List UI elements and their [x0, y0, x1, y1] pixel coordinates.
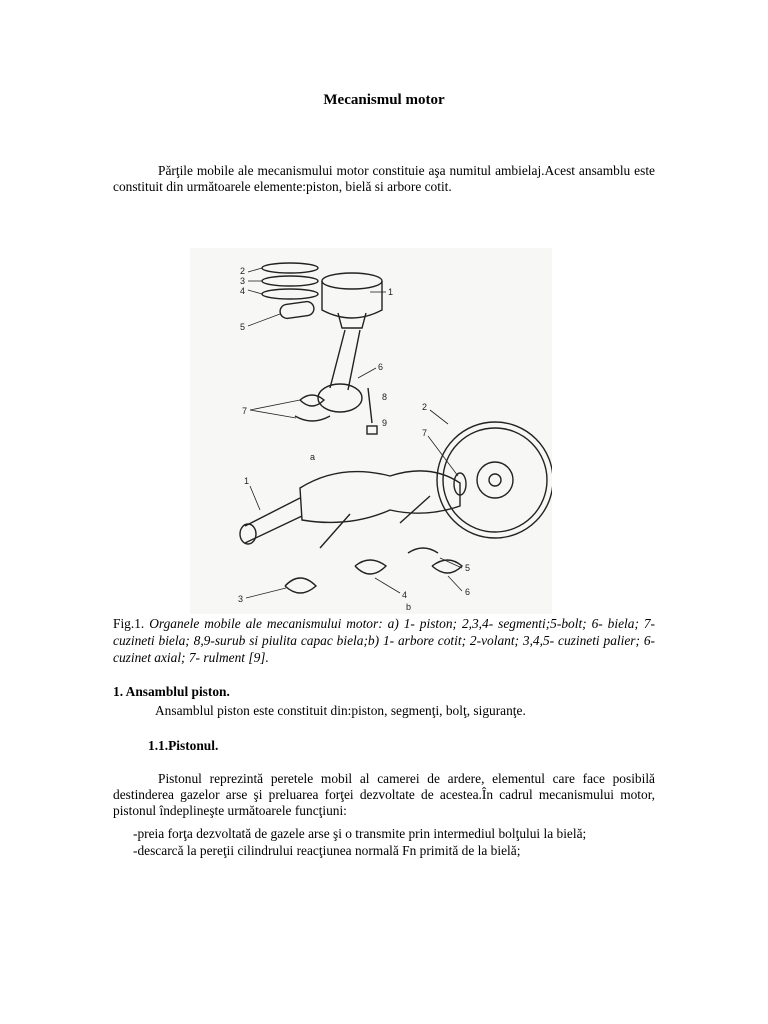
page-title: Mecanismul motor	[323, 92, 445, 108]
fig-label-4: 4	[240, 286, 246, 296]
list-item-1: -preia forţa dezvoltată de gazele arse şi o transmite prin intermediul bolţului la bielă;	[133, 826, 587, 841]
fig-label-3: 3	[240, 276, 246, 286]
caption-prefix: Fig.1.	[113, 616, 150, 631]
section-1-1-heading: 1.1.Pistonul.	[148, 738, 219, 753]
fig-label-7: 7	[242, 406, 248, 416]
intro-text: Părţile mobile ale mecanismului motor constituie aşa numitul ambielaj.Acest ansamblu este constituit din următoarele elemente:piston, bielă si arbore cotit.	[113, 163, 655, 194]
fig-label-b1: 1	[244, 476, 250, 486]
fig-label-5: 5	[240, 322, 246, 332]
fig-label-8: 8	[382, 392, 388, 402]
fig-label-b6: 6	[465, 587, 471, 597]
list-item-2: -descarcă la pereţii cilindrului reacţiunea normală Fn primită de la bielă;	[133, 843, 521, 858]
intro-paragraph	[113, 163, 655, 195]
figure-caption	[113, 615, 655, 666]
fig-label-a: a	[310, 452, 316, 462]
section-1-1-text: Pistonul reprezintă peretele mobil al camerei de ardere, elementul care face posibilă destinderea gazelor arse şi preluarea forţei dezvoltate de acestea.În cadrul mecanismului motor, pistonul îndeplineşte următoarele funcţiuni:	[113, 771, 655, 818]
section-1-text: Ansamblul piston este constituit din:piston, segmenţi, bolţ, siguranţe.	[155, 703, 526, 718]
fig-label-b3: 3	[238, 594, 244, 604]
fig-label-9: 9	[382, 418, 388, 428]
engine-parts-drawing	[190, 248, 552, 614]
fig-label-1: 1	[388, 287, 394, 297]
fig-label-b4: 4	[402, 590, 408, 600]
section-1-1-paragraph	[113, 771, 655, 819]
fig-label-b: b	[406, 602, 412, 612]
fig-label-2: 2	[240, 266, 246, 276]
figure-engine-parts	[190, 248, 552, 614]
fig-label-b7: 7	[422, 428, 428, 438]
section-1-heading: 1. Ansamblul piston.	[113, 684, 230, 699]
fig-label-b2: 2	[422, 402, 428, 412]
fig-label-6: 6	[378, 362, 384, 372]
fig-label-b5: 5	[465, 563, 471, 573]
section-1-paragraph	[113, 703, 655, 719]
caption-text: Organele mobile ale mecanismului motor: a) 1- piston; 2,3,4- segmenti;5-bolt; 6- biela; 7- cuzineti biela; 8,9-surub si piulita capac biela;b) 1- arbore cotit; 2-volant; 3,4,5- cuzineti palier; 6- cuzinet axial; 7- rulment [9].	[113, 616, 655, 665]
